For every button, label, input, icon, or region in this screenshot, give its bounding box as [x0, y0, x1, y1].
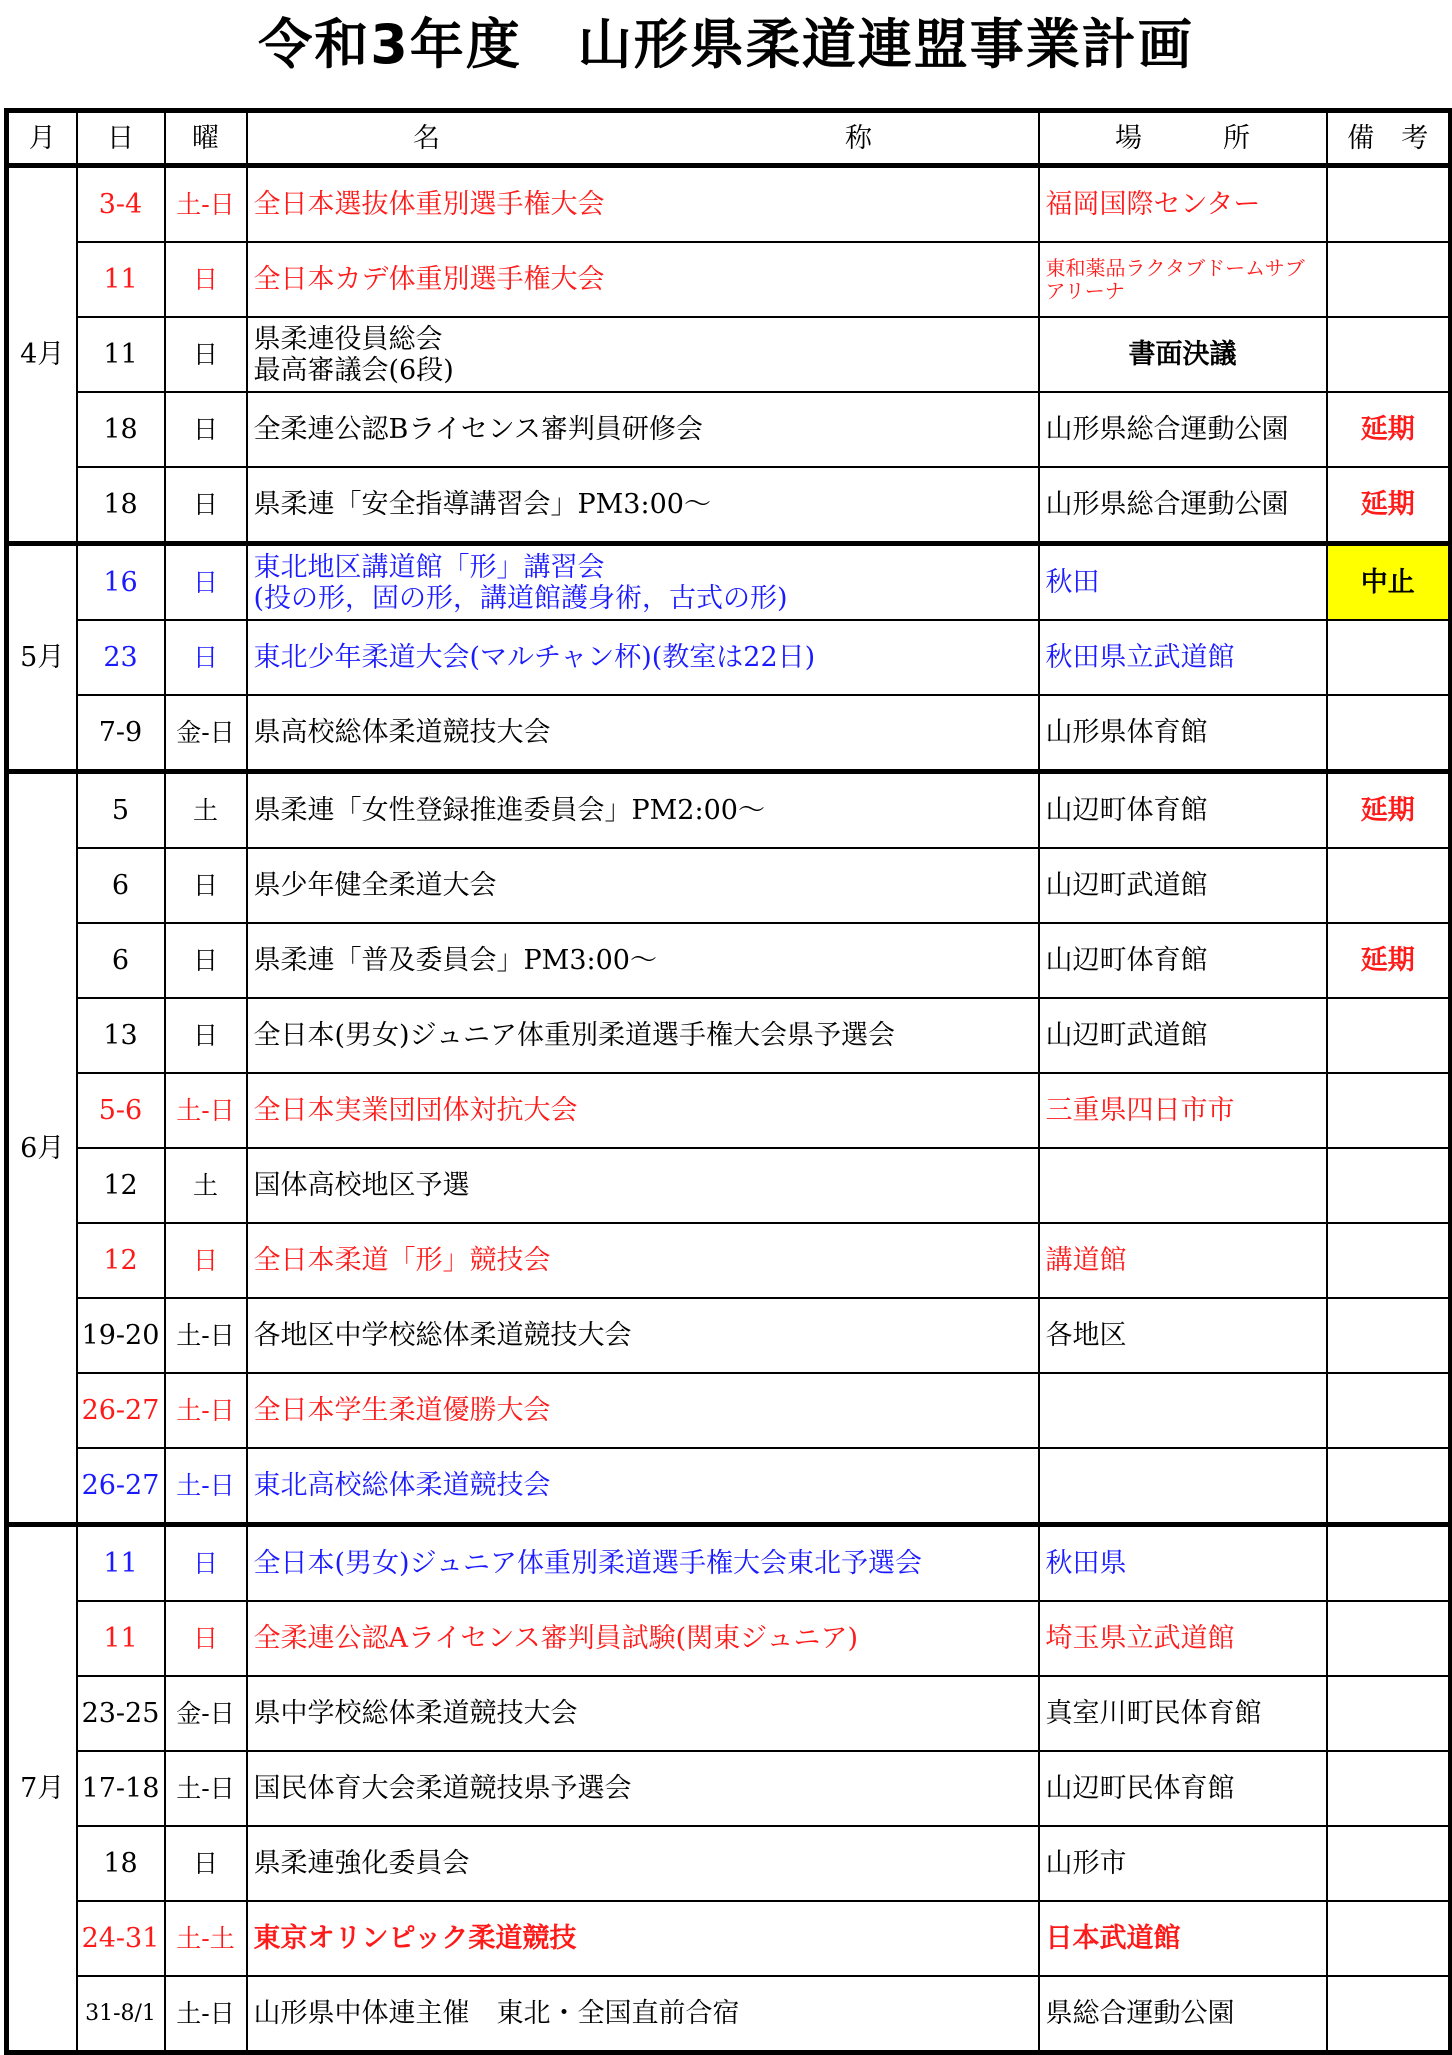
status-badge: 延期 [1327, 923, 1451, 998]
dow-cell: 日 [165, 1826, 247, 1901]
note-cell [1327, 1148, 1451, 1223]
day-cell: 16 [77, 544, 165, 621]
table-row [7, 392, 1451, 467]
dow-cell: 日 [165, 1525, 247, 1602]
day-cell: 31-8/1 [77, 1976, 165, 2053]
table-row [7, 1751, 1451, 1826]
note-cell [1327, 1298, 1451, 1373]
table-row [7, 1901, 1451, 1976]
table-row [7, 998, 1451, 1073]
day-cell: 11 [77, 317, 165, 392]
venue-cell: 講道館 [1039, 1223, 1327, 1298]
table-row [7, 923, 1451, 998]
event-cell: 県高校総体柔道競技大会 [247, 695, 1039, 772]
header-event: 名 称 [247, 111, 1039, 166]
month-cell: 6月 [7, 772, 77, 1525]
event-cell: 県柔連役員総会 最高審議会(6段) [247, 317, 1039, 392]
venue-cell: 山辺町武道館 [1039, 848, 1327, 923]
event-cell: 各地区中学校総体柔道競技大会 [247, 1298, 1039, 1373]
page-title: 令和3年度 山形県柔道連盟事業計画 [258, 13, 1194, 76]
header-note: 備 考 [1327, 111, 1451, 166]
day-cell: 26-27 [77, 1373, 165, 1448]
day-cell: 11 [77, 1525, 165, 1602]
venue-cell: 山形県総合運動公園 [1039, 392, 1327, 467]
venue-cell: 秋田 [1039, 544, 1327, 621]
venue-cell [1039, 1373, 1327, 1448]
dow-cell: 土-日 [165, 1751, 247, 1826]
venue-cell: 東和薬品ラクタブドームサブアリーナ [1039, 242, 1327, 317]
note-cell [1327, 1525, 1451, 1602]
dow-cell: 日 [165, 1601, 247, 1676]
note-cell [1327, 620, 1451, 695]
event-cell: 県柔連強化委員会 [247, 1826, 1039, 1901]
day-cell: 24-31 [77, 1901, 165, 1976]
table-row [7, 1073, 1451, 1148]
dow-cell: 日 [165, 467, 247, 544]
day-cell: 13 [77, 998, 165, 1073]
day-cell: 17-18 [77, 1751, 165, 1826]
venue-cell: 日本武道館 [1039, 1901, 1327, 1976]
table-row [7, 544, 1451, 621]
note-cell [1327, 848, 1451, 923]
venue-cell: 埼玉県立武道館 [1039, 1601, 1327, 1676]
day-cell: 6 [77, 848, 165, 923]
day-cell: 18 [77, 392, 165, 467]
venue-cell: 山辺町体育館 [1039, 772, 1327, 849]
event-cell: 国民体育大会柔道競技県予選会 [247, 1751, 1039, 1826]
note-cell [1327, 317, 1451, 392]
table-row [7, 1601, 1451, 1676]
event-cell: 国体高校地区予選 [247, 1148, 1039, 1223]
table-row [7, 1298, 1451, 1373]
event-cell: 県柔連「女性登録推進委員会」PM2:00～ [247, 772, 1039, 849]
venue-cell: 福岡国際センター [1039, 166, 1327, 243]
day-cell: 6 [77, 923, 165, 998]
day-cell: 26-27 [77, 1448, 165, 1525]
note-cell [1327, 1976, 1451, 2053]
event-cell: 県柔連「安全指導講習会」PM3:00～ [247, 467, 1039, 544]
dow-cell: 土 [165, 772, 247, 849]
venue-cell: 秋田県立武道館 [1039, 620, 1327, 695]
note-cell [1327, 242, 1451, 317]
venue-cell: 山辺町武道館 [1039, 998, 1327, 1073]
dow-cell: 日 [165, 998, 247, 1073]
dow-cell: 金-日 [165, 1676, 247, 1751]
status-badge: 延期 [1327, 392, 1451, 467]
event-cell: 全日本(男女)ジュニア体重別柔道選手権大会東北予選会 [247, 1525, 1039, 1602]
day-cell: 18 [77, 467, 165, 544]
day-cell: 12 [77, 1148, 165, 1223]
month-cell: 4月 [7, 166, 77, 544]
venue-cell: 山辺町体育館 [1039, 923, 1327, 998]
table-row [7, 620, 1451, 695]
day-cell: 11 [77, 242, 165, 317]
venue-cell: 山形県総合運動公園 [1039, 467, 1327, 544]
venue-cell [1039, 1148, 1327, 1223]
event-cell: 全日本実業団団体対抗大会 [247, 1073, 1039, 1148]
event-cell: 東北少年柔道大会(マルチャン杯)(教室は22日) [247, 620, 1039, 695]
note-cell [1327, 695, 1451, 772]
table-row [7, 166, 1451, 243]
event-cell: 全日本(男女)ジュニア体重別柔道選手権大会県予選会 [247, 998, 1039, 1073]
venue-cell: 書面決議 [1039, 317, 1327, 392]
dow-cell: 土-日 [165, 1298, 247, 1373]
note-cell [1327, 1751, 1451, 1826]
note-cell [1327, 998, 1451, 1073]
dow-cell: 土-日 [165, 166, 247, 243]
dow-cell: 日 [165, 544, 247, 621]
table-row [7, 1223, 1451, 1298]
day-cell: 23-25 [77, 1676, 165, 1751]
day-cell: 5-6 [77, 1073, 165, 1148]
table-row [7, 1676, 1451, 1751]
venue-cell: 山形市 [1039, 1826, 1327, 1901]
event-cell: 全柔連公認Aライセンス審判員試験(関東ジュニア) [247, 1601, 1039, 1676]
status-badge: 延期 [1327, 467, 1451, 544]
table-row [7, 1525, 1451, 1602]
status-badge: 中止 [1327, 544, 1451, 621]
month-cell: 7月 [7, 1525, 77, 2053]
table-row [7, 1976, 1451, 2053]
dow-cell: 土-日 [165, 1373, 247, 1448]
dow-cell: 日 [165, 392, 247, 467]
note-cell [1327, 1448, 1451, 1525]
day-cell: 12 [77, 1223, 165, 1298]
dow-cell: 土-日 [165, 1976, 247, 2053]
note-cell [1327, 1223, 1451, 1298]
schedule-table [4, 108, 1452, 2055]
header-month: 月 [7, 111, 77, 166]
table-row [7, 1148, 1451, 1223]
table-row [7, 848, 1451, 923]
venue-cell: 真室川町民体育館 [1039, 1676, 1327, 1751]
note-cell [1327, 1826, 1451, 1901]
schedule-body [7, 166, 1451, 2053]
dow-cell: 日 [165, 1223, 247, 1298]
event-cell: 東京オリンピック柔道競技 [247, 1901, 1039, 1976]
table-row [7, 242, 1451, 317]
venue-cell: 山辺町民体育館 [1039, 1751, 1327, 1826]
dow-cell: 土 [165, 1148, 247, 1223]
venue-cell: 各地区 [1039, 1298, 1327, 1373]
header-row [7, 111, 1451, 166]
table-row [7, 1826, 1451, 1901]
day-cell: 5 [77, 772, 165, 849]
event-cell: 全日本選抜体重別選手権大会 [247, 166, 1039, 243]
table-row [7, 1373, 1451, 1448]
note-cell [1327, 1073, 1451, 1148]
note-cell [1327, 1601, 1451, 1676]
day-cell: 18 [77, 1826, 165, 1901]
day-cell: 19-20 [77, 1298, 165, 1373]
dow-cell: 金-日 [165, 695, 247, 772]
dow-cell: 土-日 [165, 1073, 247, 1148]
header-venue: 場 所 [1039, 111, 1327, 166]
month-cell: 5月 [7, 544, 77, 772]
table-row [7, 695, 1451, 772]
day-cell: 7-9 [77, 695, 165, 772]
event-cell: 東北高校総体柔道競技会 [247, 1448, 1039, 1525]
venue-cell: 県総合運動公園 [1039, 1976, 1327, 2053]
dow-cell: 日 [165, 923, 247, 998]
venue-cell: 秋田県 [1039, 1525, 1327, 1602]
event-cell: 東北地区講道館「形」講習会 (投の形，固の形，講道館護身術，古式の形) [247, 544, 1039, 621]
header-dow: 曜 [165, 111, 247, 166]
note-cell [1327, 166, 1451, 243]
event-cell: 全日本柔道「形」競技会 [247, 1223, 1039, 1298]
day-cell: 23 [77, 620, 165, 695]
venue-cell: 山形県体育館 [1039, 695, 1327, 772]
dow-cell: 日 [165, 620, 247, 695]
day-cell: 3-4 [77, 166, 165, 243]
dow-cell: 土-日 [165, 1448, 247, 1525]
header-day: 日 [77, 111, 165, 166]
event-cell: 山形県中体連主催 東北・全国直前合宿 [247, 1976, 1039, 2053]
dow-cell: 日 [165, 317, 247, 392]
table-row [7, 772, 1451, 849]
status-badge: 延期 [1327, 772, 1451, 849]
venue-cell: 三重県四日市市 [1039, 1073, 1327, 1148]
note-cell [1327, 1676, 1451, 1751]
dow-cell: 日 [165, 242, 247, 317]
dow-cell: 土-土 [165, 1901, 247, 1976]
event-cell: 全日本学生柔道優勝大会 [247, 1373, 1039, 1448]
table-row [7, 317, 1451, 392]
table-row [7, 1448, 1451, 1525]
event-cell: 県中学校総体柔道競技大会 [247, 1676, 1039, 1751]
note-cell [1327, 1373, 1451, 1448]
venue-cell [1039, 1448, 1327, 1525]
event-cell: 県柔連「普及委員会」PM3:00～ [247, 923, 1039, 998]
dow-cell: 日 [165, 848, 247, 923]
table-row [7, 467, 1451, 544]
event-cell: 全日本カデ体重別選手権大会 [247, 242, 1039, 317]
note-cell [1327, 1901, 1451, 1976]
day-cell: 11 [77, 1601, 165, 1676]
event-cell: 県少年健全柔道大会 [247, 848, 1039, 923]
event-cell: 全柔連公認Bライセンス審判員研修会 [247, 392, 1039, 467]
